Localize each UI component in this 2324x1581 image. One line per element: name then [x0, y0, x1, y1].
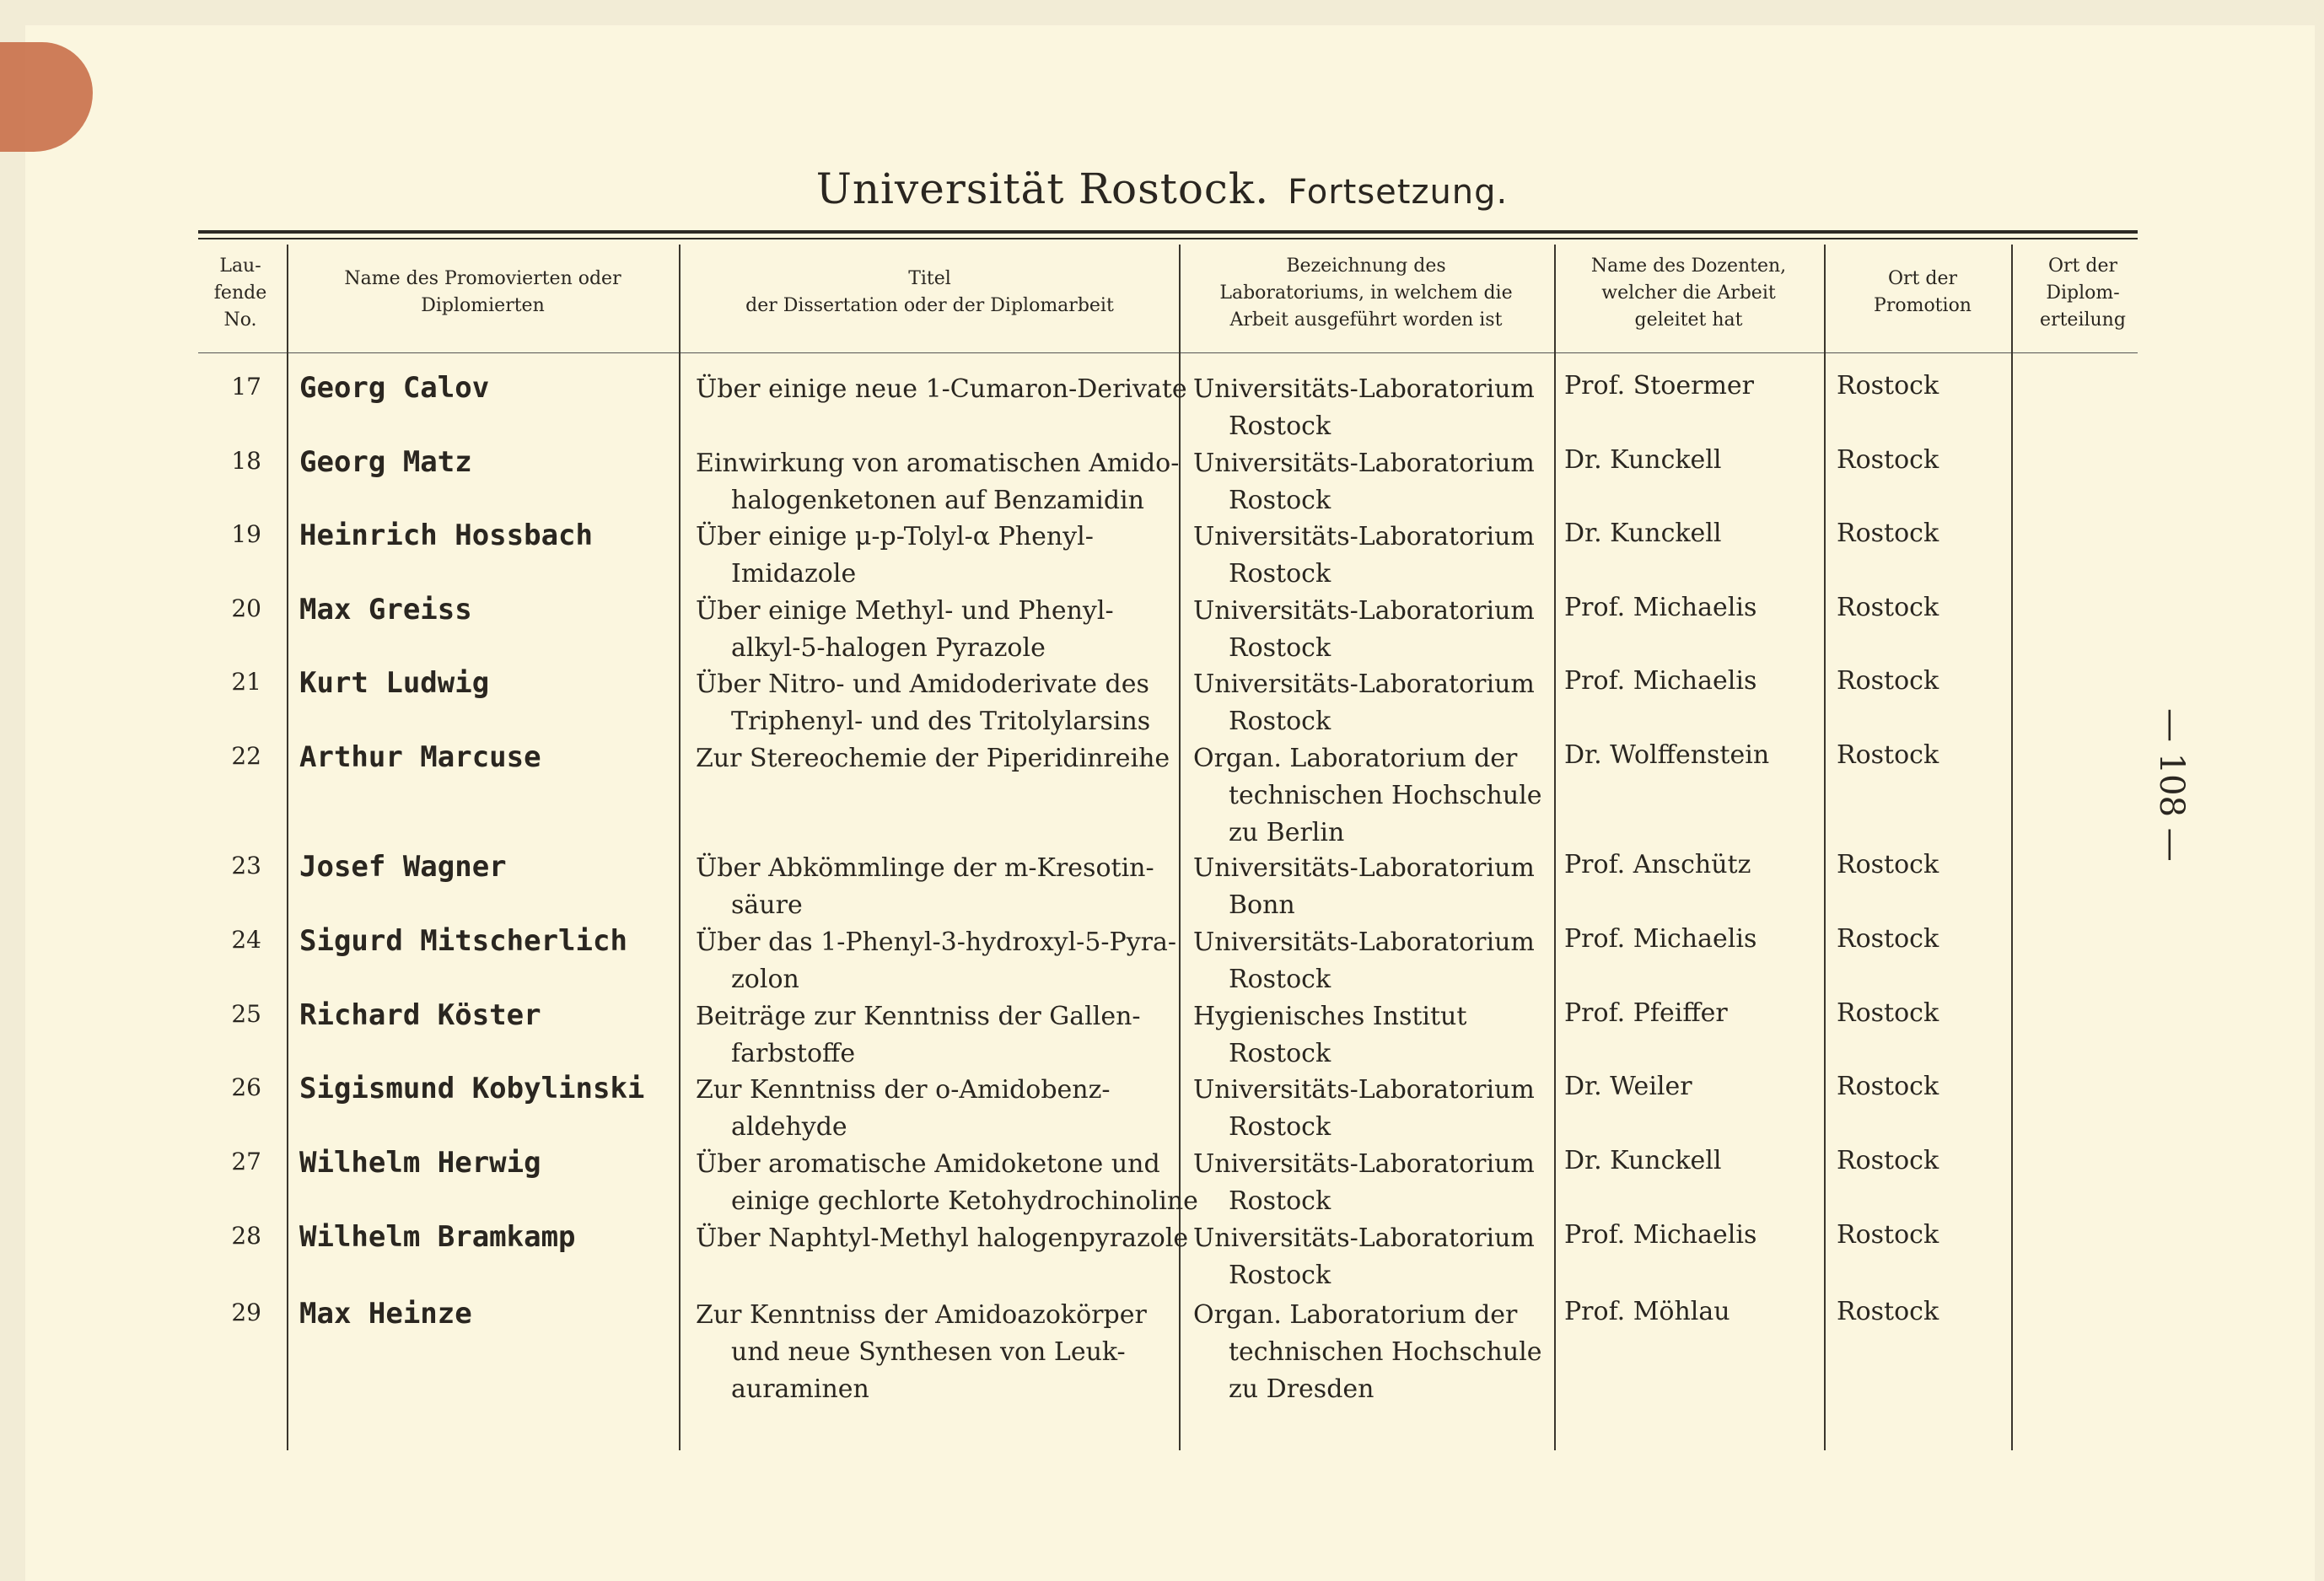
title-line: säure [731, 890, 803, 920]
row-laboratory [1193, 1297, 1542, 1408]
lab-line: technischen Hochschule [1229, 781, 1542, 810]
row-dissertation-title [696, 1146, 1198, 1220]
row-dissertation-title [696, 1220, 1188, 1257]
row-lecturer: Prof. Pfeiffer [1564, 998, 1728, 1028]
row-name: Sigurd Mitscherlich [299, 924, 627, 958]
title-line: zolon [731, 965, 799, 994]
lab-line: Universitäts-Laboratorium [1193, 1223, 1535, 1253]
row-name: Sigismund Kobylinski [299, 1072, 645, 1105]
col-header-no [198, 253, 282, 334]
row-lecturer: Dr. Weiler [1564, 1072, 1692, 1101]
row-number: 27 [231, 1148, 261, 1175]
row-lecturer: Dr. Wolffenstein [1564, 740, 1770, 770]
lab-line: Universitäts-Laboratorium [1193, 928, 1535, 957]
row-name: Arthur Marcuse [299, 740, 541, 774]
lab-line: Rostock [1229, 1112, 1331, 1142]
col-header-lecturer [1556, 253, 1821, 334]
row-name: Max Heinze [299, 1297, 472, 1331]
row-dissertation-title [696, 924, 1176, 998]
lab-line: Universitäts-Laboratorium [1193, 596, 1535, 626]
row-number: 20 [231, 594, 261, 622]
row-name: Georg Calov [299, 371, 490, 405]
col-header-title [683, 266, 1176, 320]
title-line: Zur Kenntniss der Amidoazokörper [696, 1300, 1147, 1330]
row-laboratory [1193, 740, 1542, 852]
row-laboratory [1193, 850, 1535, 924]
lab-line: Rostock [1229, 707, 1331, 736]
title-line: alkyl-5-halogen Pyrazole [731, 633, 1046, 663]
row-promotion-place: Rostock [1837, 593, 1939, 622]
row-laboratory [1193, 1220, 1535, 1294]
title-line: Über aromatische Amidoketone und [696, 1149, 1160, 1179]
title-line: Imidazole [731, 559, 857, 589]
col-divider-6 [2011, 245, 2013, 1450]
row-laboratory [1193, 371, 1535, 445]
col-header-promotion-text: Ort der Promotion [1874, 268, 1972, 316]
row-lecturer: Prof. Michaelis [1564, 666, 1757, 696]
document-page [25, 25, 2315, 1581]
col-header-promotion [1826, 266, 2020, 320]
lab-line: technischen Hochschule [1229, 1337, 1542, 1367]
lab-line: Rostock [1229, 1186, 1331, 1216]
row-laboratory [1193, 445, 1535, 519]
row-lecturer: Prof. Michaelis [1564, 593, 1757, 622]
header-rule-thin [198, 238, 2138, 239]
lab-line: zu Berlin [1229, 818, 1345, 847]
title-line: Beiträge zur Kenntniss der Gallen- [696, 1002, 1141, 1031]
row-lecturer: Dr. Kunckell [1564, 445, 1722, 475]
row-laboratory [1193, 924, 1535, 998]
row-promotion-place: Rostock [1837, 850, 1939, 879]
row-promotion-place: Rostock [1837, 371, 1939, 401]
title-line: Über einige μ-p-Tolyl-α Phenyl- [696, 522, 1094, 551]
row-laboratory [1193, 998, 1466, 1073]
row-lecturer: Dr. Kunckell [1564, 519, 1722, 548]
col-header-lab [1181, 253, 1552, 334]
lab-line: Universitäts-Laboratorium [1193, 522, 1535, 551]
row-name: Heinrich Hossbach [299, 519, 593, 552]
row-number: 28 [231, 1222, 261, 1250]
row-lecturer: Prof. Stoermer [1564, 371, 1754, 401]
lab-line: Universitäts-Laboratorium [1193, 449, 1535, 478]
row-laboratory [1193, 1146, 1535, 1220]
row-laboratory [1193, 666, 1535, 740]
row-dissertation-title [696, 445, 1179, 519]
lab-line: Organ. Laboratorium der [1193, 1300, 1518, 1330]
title-line: Über einige neue 1-Cumaron-Derivate [696, 374, 1187, 404]
row-promotion-place: Rostock [1837, 1072, 1939, 1101]
row-dissertation-title [696, 740, 1170, 777]
row-promotion-place: Rostock [1837, 666, 1939, 696]
title-line: Über das 1-Phenyl-3-hydroxyl-5-Pyra- [696, 928, 1177, 957]
title-line: farbstoffe [731, 1039, 856, 1068]
row-number: 29 [231, 1299, 261, 1326]
thumb-shadow [0, 42, 93, 152]
row-dissertation-title [696, 998, 1141, 1073]
row-lecturer: Prof. Anschütz [1564, 850, 1751, 879]
header-rule-thick [198, 230, 2138, 234]
row-dissertation-title [696, 1072, 1111, 1146]
lab-line: Rostock [1229, 965, 1331, 994]
col-header-name [291, 266, 675, 320]
row-dissertation-title [696, 666, 1150, 740]
lab-line: Rostock [1229, 1039, 1331, 1068]
row-laboratory [1193, 519, 1535, 593]
lab-line: Universitäts-Laboratorium [1193, 670, 1535, 699]
col-divider-2 [679, 245, 681, 1450]
row-dissertation-title [696, 1297, 1147, 1408]
lab-line: Universitäts-Laboratorium [1193, 853, 1535, 883]
col-divider-5 [1824, 245, 1826, 1450]
row-promotion-place: Rostock [1837, 519, 1939, 548]
row-promotion-place: Rostock [1837, 924, 1939, 954]
title-line: Einwirkung von aromatischen Amido- [696, 449, 1180, 478]
col-header-lecturer-text: Name des Dozenten, welcher die Arbeit geleitet hat [1590, 255, 1787, 331]
row-name: Josef Wagner [299, 850, 507, 884]
lab-line: Universitäts-Laboratorium [1193, 1149, 1535, 1179]
lab-line: Rostock [1229, 559, 1331, 589]
row-name: Richard Köster [299, 998, 541, 1032]
title-text: Universität Rostock. [815, 164, 1270, 213]
row-dissertation-title [696, 850, 1154, 924]
title-line: Triphenyl- und des Tritolylarsins [731, 707, 1151, 736]
row-lecturer: Prof. Möhlau [1564, 1297, 1730, 1326]
row-number: 22 [231, 742, 261, 770]
lab-line: Organ. Laboratorium der [1193, 744, 1518, 773]
row-dissertation-title [696, 519, 1094, 593]
row-number: 25 [231, 1000, 261, 1028]
col-header-name-text: Name des Promovierten oder Diplomierten [344, 268, 621, 316]
subtitle-text: Fortsetzung. [1288, 173, 1509, 212]
lab-line: Universitäts-Laboratorium [1193, 1075, 1535, 1105]
title-line: Über Nitro- und Amidoderivate des [696, 670, 1149, 699]
row-number: 17 [231, 373, 261, 401]
title-line: aldehyde [731, 1112, 847, 1142]
row-number: 26 [231, 1073, 261, 1101]
row-laboratory [1193, 1072, 1535, 1146]
col-divider-1 [287, 245, 288, 1450]
title-line: Zur Kenntniss der o-Amidobenz- [696, 1075, 1111, 1105]
row-laboratory [1193, 593, 1535, 667]
col-divider-3 [1179, 245, 1181, 1450]
row-number: 19 [231, 520, 261, 548]
col-header-diploma [2024, 253, 2142, 334]
col-header-no-text: Lau- fende No. [213, 255, 267, 331]
row-promotion-place: Rostock [1837, 1146, 1939, 1175]
col-header-diploma-text: Ort der Diplom- erteilung [2040, 255, 2126, 331]
lab-line: Bonn [1229, 890, 1295, 920]
title-line: Über Naphtyl-Methyl halogenpyrazole [696, 1223, 1189, 1253]
row-name: Georg Matz [299, 445, 472, 479]
title-line: Zur Stereochemie der Piperidinreihe [696, 744, 1170, 773]
row-dissertation-title [696, 593, 1114, 667]
col-divider-4 [1554, 245, 1556, 1450]
row-name: Wilhelm Bramkamp [299, 1220, 576, 1254]
row-number: 21 [231, 668, 261, 696]
row-dissertation-title [696, 371, 1187, 408]
row-name: Wilhelm Herwig [299, 1146, 541, 1180]
row-promotion-place: Rostock [1837, 445, 1939, 475]
title-line: Über Abkömmlinge der m-Kresotin- [696, 853, 1154, 883]
lab-line: Rostock [1229, 633, 1331, 663]
row-promotion-place: Rostock [1837, 1220, 1939, 1250]
lab-line: Rostock [1229, 1261, 1331, 1290]
title-line: halogenketonen auf Benzamidin [731, 486, 1144, 515]
row-name: Kurt Ludwig [299, 666, 490, 700]
row-lecturer: Prof. Michaelis [1564, 924, 1757, 954]
row-number: 24 [231, 926, 261, 954]
header-rule-bottom [198, 352, 2138, 353]
col-header-title-text: Titel der Dissertation oder der Diplomarbeit [745, 268, 1114, 316]
title-line: einige gechlorte Ketohydrochinoline [731, 1186, 1198, 1216]
page-number: — 108 — [2152, 708, 2191, 862]
lab-line: Rostock [1229, 486, 1331, 515]
row-promotion-place: Rostock [1837, 740, 1939, 770]
lab-line: Hygienisches Institut [1193, 1002, 1467, 1031]
row-number: 18 [231, 447, 261, 475]
row-promotion-place: Rostock [1837, 998, 1939, 1028]
lab-line: zu Dresden [1229, 1374, 1374, 1404]
row-name: Max Greiss [299, 593, 472, 626]
row-number: 23 [231, 852, 261, 879]
row-lecturer: Prof. Michaelis [1564, 1220, 1757, 1250]
row-lecturer: Dr. Kunckell [1564, 1146, 1722, 1175]
row-promotion-place: Rostock [1837, 1297, 1939, 1326]
page-title [0, 164, 2324, 213]
lab-line: Rostock [1229, 411, 1331, 441]
col-header-lab-text: Bezeichnung des Laboratoriums, in welchem die Arbeit ausgeführt worden ist [1219, 255, 1513, 331]
title-line: auraminen [731, 1374, 869, 1404]
lab-line: Universitäts-Laboratorium [1193, 374, 1535, 404]
title-line: und neue Synthesen von Leuk- [731, 1337, 1126, 1367]
title-line: Über einige Methyl- und Phenyl- [696, 596, 1114, 626]
